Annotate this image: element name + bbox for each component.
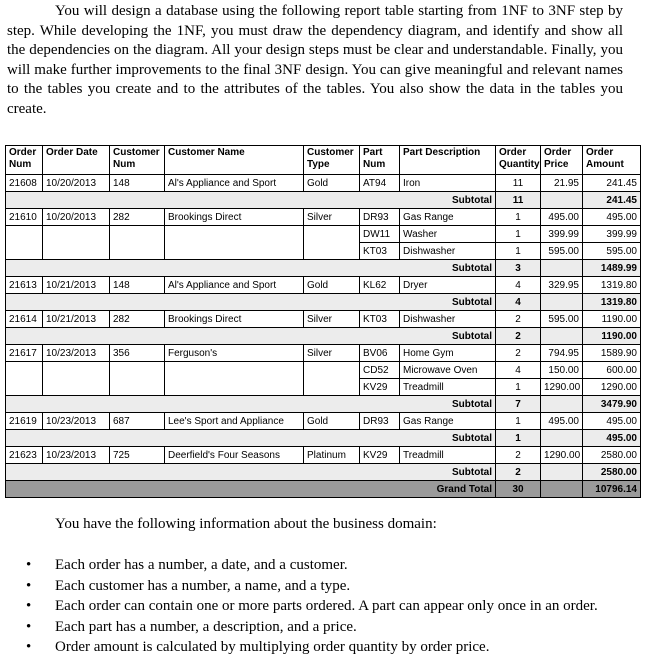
order-num-cell: [6, 226, 43, 243]
part-description-cell: Gas Range: [400, 413, 496, 430]
customer-name-cell: [165, 379, 304, 396]
subtotal-amount-cell: 495.00: [583, 430, 641, 447]
part-description-cell: Treadmill: [400, 447, 496, 464]
customer-name-cell: Lee's Sport and Appliance: [165, 413, 304, 430]
customer-num-cell: [110, 362, 165, 379]
subtotal-amount-cell: 1489.99: [583, 260, 641, 277]
order-amount-cell: 1290.00: [583, 379, 641, 396]
subtotal-row: [6, 328, 641, 345]
business-rule-item: • Each customer has a number, a name, and a type.: [26, 576, 598, 597]
part-description-cell: Gas Range: [400, 209, 496, 226]
header-customer-name: Customer Name: [165, 146, 304, 175]
customer-num-cell: [110, 379, 165, 396]
subtotal-price-cell: [541, 260, 583, 277]
customer-num-cell: 356: [110, 345, 165, 362]
order-num-cell: 21610: [6, 209, 43, 226]
customer-num-cell: 148: [110, 277, 165, 294]
order-date-cell: 10/20/2013: [43, 209, 110, 226]
table-row: [6, 379, 641, 396]
customer-name-cell: [165, 362, 304, 379]
part-description-cell: Washer: [400, 226, 496, 243]
customer-type-cell: Gold: [304, 175, 360, 192]
table-row: [6, 413, 641, 430]
subtotal-quantity-cell: 4: [496, 294, 541, 311]
order-quantity-cell: 1: [496, 209, 541, 226]
business-rule-item: • Order amount is calculated by multiplying order quantity by order price.: [26, 637, 598, 658]
business-rules-list: [26, 555, 598, 658]
customer-type-cell: Silver: [304, 345, 360, 362]
header-order-num: Order Num: [6, 146, 43, 175]
part-num-cell: KL62: [360, 277, 400, 294]
subtotal-price-cell: [541, 328, 583, 345]
table-row: [6, 226, 641, 243]
part-num-cell: DW11: [360, 226, 400, 243]
header-order-date: Order Date: [43, 146, 110, 175]
order-num-cell: 21613: [6, 277, 43, 294]
customer-type-cell: Silver: [304, 311, 360, 328]
subtotal-row: [6, 464, 641, 481]
order-date-cell: 10/21/2013: [43, 311, 110, 328]
customer-num-cell: 687: [110, 413, 165, 430]
customer-type-cell: Gold: [304, 413, 360, 430]
order-num-cell: 21608: [6, 175, 43, 192]
order-price-cell: 1290.00: [541, 447, 583, 464]
part-description-cell: Dishwasher: [400, 311, 496, 328]
order-price-cell: 150.00: [541, 362, 583, 379]
subtotal-price-cell: [541, 430, 583, 447]
order-num-cell: 21619: [6, 413, 43, 430]
order-date-cell: 10/23/2013: [43, 447, 110, 464]
order-num-cell: [6, 362, 43, 379]
table-row: [6, 311, 641, 328]
grand-total-label: Grand Total: [6, 481, 496, 498]
subtotal-row: [6, 260, 641, 277]
customer-type-cell: [304, 379, 360, 396]
header-customer-num: Customer Num: [110, 146, 165, 175]
subtotal-price-cell: [541, 396, 583, 413]
order-date-cell: 10/20/2013: [43, 175, 110, 192]
order-num-cell: [6, 379, 43, 396]
order-amount-cell: 600.00: [583, 362, 641, 379]
header-customer-type: Customer Type: [304, 146, 360, 175]
customer-name-cell: Brookings Direct: [165, 311, 304, 328]
subtotal-row: [6, 430, 641, 447]
table-row: [6, 209, 641, 226]
order-num-cell: [6, 243, 43, 260]
order-quantity-cell: 4: [496, 277, 541, 294]
order-date-cell: [43, 226, 110, 243]
part-description-cell: Dishwasher: [400, 243, 496, 260]
business-rule-item: • Each part has a number, a description, and a price.: [26, 617, 598, 638]
part-num-cell: KT03: [360, 311, 400, 328]
table-header-row: [6, 146, 641, 175]
customer-name-cell: Deerfield's Four Seasons: [165, 447, 304, 464]
order-price-cell: 399.99: [541, 226, 583, 243]
subtotal-row: [6, 192, 641, 209]
part-description-cell: Treadmill: [400, 379, 496, 396]
part-num-cell: CD52: [360, 362, 400, 379]
order-date-cell: 10/21/2013: [43, 277, 110, 294]
part-description-cell: Home Gym: [400, 345, 496, 362]
order-amount-cell: 1589.90: [583, 345, 641, 362]
customer-num-cell: 282: [110, 209, 165, 226]
table-row: [6, 277, 641, 294]
order-price-cell: 495.00: [541, 209, 583, 226]
order-date-cell: 10/23/2013: [43, 345, 110, 362]
order-date-cell: [43, 379, 110, 396]
order-amount-cell: 241.45: [583, 175, 641, 192]
customer-type-cell: [304, 362, 360, 379]
subtotal-price-cell: [541, 464, 583, 481]
subtotal-quantity-cell: 2: [496, 328, 541, 345]
grand-total-price-cell: [541, 481, 583, 498]
header-part-num: Part Num: [360, 146, 400, 175]
order-price-cell: 21.95: [541, 175, 583, 192]
part-num-cell: DR93: [360, 413, 400, 430]
subtotal-quantity-cell: 3: [496, 260, 541, 277]
subtotal-amount-cell: 3479.90: [583, 396, 641, 413]
header-part-description: Part Description: [400, 146, 496, 175]
order-price-cell: 794.95: [541, 345, 583, 362]
order-date-cell: [43, 243, 110, 260]
order-amount-cell: 1319.80: [583, 277, 641, 294]
subtotal-label: Subtotal: [6, 260, 496, 277]
part-description-cell: Dryer: [400, 277, 496, 294]
header-order-amount: Order Amount: [583, 146, 641, 175]
part-num-cell: KV29: [360, 379, 400, 396]
grand-total-quantity-cell: 30: [496, 481, 541, 498]
customer-num-cell: 725: [110, 447, 165, 464]
business-rule-item: • Each order can contain one or more parts ordered. A part can appear only once in an order.: [26, 596, 598, 617]
order-amount-cell: 495.00: [583, 209, 641, 226]
order-num-cell: 21623: [6, 447, 43, 464]
subtotal-label: Subtotal: [6, 396, 496, 413]
order-quantity-cell: 11: [496, 175, 541, 192]
subtotal-label: Subtotal: [6, 430, 496, 447]
order-quantity-cell: 2: [496, 345, 541, 362]
subtotal-price-cell: [541, 294, 583, 311]
domain-intro: You have the following information about the business domain:: [55, 516, 437, 532]
header-order-price: Order Price: [541, 146, 583, 175]
subtotal-label: Subtotal: [6, 192, 496, 209]
part-num-cell: AT94: [360, 175, 400, 192]
customer-type-cell: [304, 226, 360, 243]
subtotal-label: Subtotal: [6, 328, 496, 345]
customer-num-cell: [110, 226, 165, 243]
order-price-cell: 595.00: [541, 243, 583, 260]
subtotal-quantity-cell: 1: [496, 430, 541, 447]
order-amount-cell: 399.99: [583, 226, 641, 243]
customer-num-cell: 282: [110, 311, 165, 328]
subtotal-quantity-cell: 7: [496, 396, 541, 413]
part-num-cell: KV29: [360, 447, 400, 464]
customer-type-cell: [304, 243, 360, 260]
table-row: [6, 345, 641, 362]
order-price-cell: 1290.00: [541, 379, 583, 396]
customer-name-cell: [165, 243, 304, 260]
table-row: [6, 243, 641, 260]
business-rule-item: • Each order has a number, a date, and a customer.: [26, 555, 598, 576]
order-amount-cell: 2580.00: [583, 447, 641, 464]
subtotal-amount-cell: 2580.00: [583, 464, 641, 481]
order-quantity-cell: 4: [496, 362, 541, 379]
order-quantity-cell: 1: [496, 243, 541, 260]
customer-num-cell: 148: [110, 175, 165, 192]
table-body: [6, 175, 641, 498]
customer-name-cell: Al's Appliance and Sport: [165, 277, 304, 294]
subtotal-price-cell: [541, 192, 583, 209]
subtotal-amount-cell: 241.45: [583, 192, 641, 209]
part-num-cell: KT03: [360, 243, 400, 260]
order-price-cell: 329.95: [541, 277, 583, 294]
order-amount-cell: 1190.00: [583, 311, 641, 328]
order-date-cell: [43, 362, 110, 379]
customer-num-cell: [110, 243, 165, 260]
order-amount-cell: 495.00: [583, 413, 641, 430]
intro-text: You will design a database using the following report table starting from 1NF to 3NF step by step. While developing the 1NF, you must draw the dependency diagram, and identify and show all the dependencies on the diagram. All your design steps must be clear and understandable. Finally, you will make further improvements to the final 3NF design. You can give meaningful and relevant names to the tables you create and to the attributes of the tables. You also show the data in the tables you create.: [7, 3, 623, 117]
customer-type-cell: Platinum: [304, 447, 360, 464]
customer-type-cell: Silver: [304, 209, 360, 226]
subtotal-amount-cell: 1319.80: [583, 294, 641, 311]
grand-total-amount-cell: 10796.14: [583, 481, 641, 498]
order-report-table: [5, 145, 641, 498]
subtotal-quantity-cell: 2: [496, 464, 541, 481]
subtotal-row: [6, 396, 641, 413]
customer-name-cell: Ferguson's: [165, 345, 304, 362]
part-num-cell: BV06: [360, 345, 400, 362]
order-price-cell: 595.00: [541, 311, 583, 328]
table-row: [6, 362, 641, 379]
order-quantity-cell: 1: [496, 413, 541, 430]
order-price-cell: 495.00: [541, 413, 583, 430]
grand-total-row: [6, 481, 641, 498]
customer-name-cell: Al's Appliance and Sport: [165, 175, 304, 192]
subtotal-label: Subtotal: [6, 294, 496, 311]
subtotal-row: [6, 294, 641, 311]
part-description-cell: Microwave Oven: [400, 362, 496, 379]
order-amount-cell: 595.00: [583, 243, 641, 260]
assignment-intro: [7, 2, 623, 120]
order-quantity-cell: 1: [496, 226, 541, 243]
subtotal-amount-cell: 1190.00: [583, 328, 641, 345]
order-quantity-cell: 1: [496, 379, 541, 396]
customer-name-cell: [165, 226, 304, 243]
subtotal-quantity-cell: 11: [496, 192, 541, 209]
order-quantity-cell: 2: [496, 311, 541, 328]
part-num-cell: DR93: [360, 209, 400, 226]
order-num-cell: 21614: [6, 311, 43, 328]
order-date-cell: 10/23/2013: [43, 413, 110, 430]
header-order-quantity: Order Quantity: [496, 146, 541, 175]
table-row: [6, 175, 641, 192]
customer-name-cell: Brookings Direct: [165, 209, 304, 226]
table-row: [6, 447, 641, 464]
customer-type-cell: Gold: [304, 277, 360, 294]
subtotal-label: Subtotal: [6, 464, 496, 481]
part-description-cell: Iron: [400, 175, 496, 192]
order-quantity-cell: 2: [496, 447, 541, 464]
order-num-cell: 21617: [6, 345, 43, 362]
